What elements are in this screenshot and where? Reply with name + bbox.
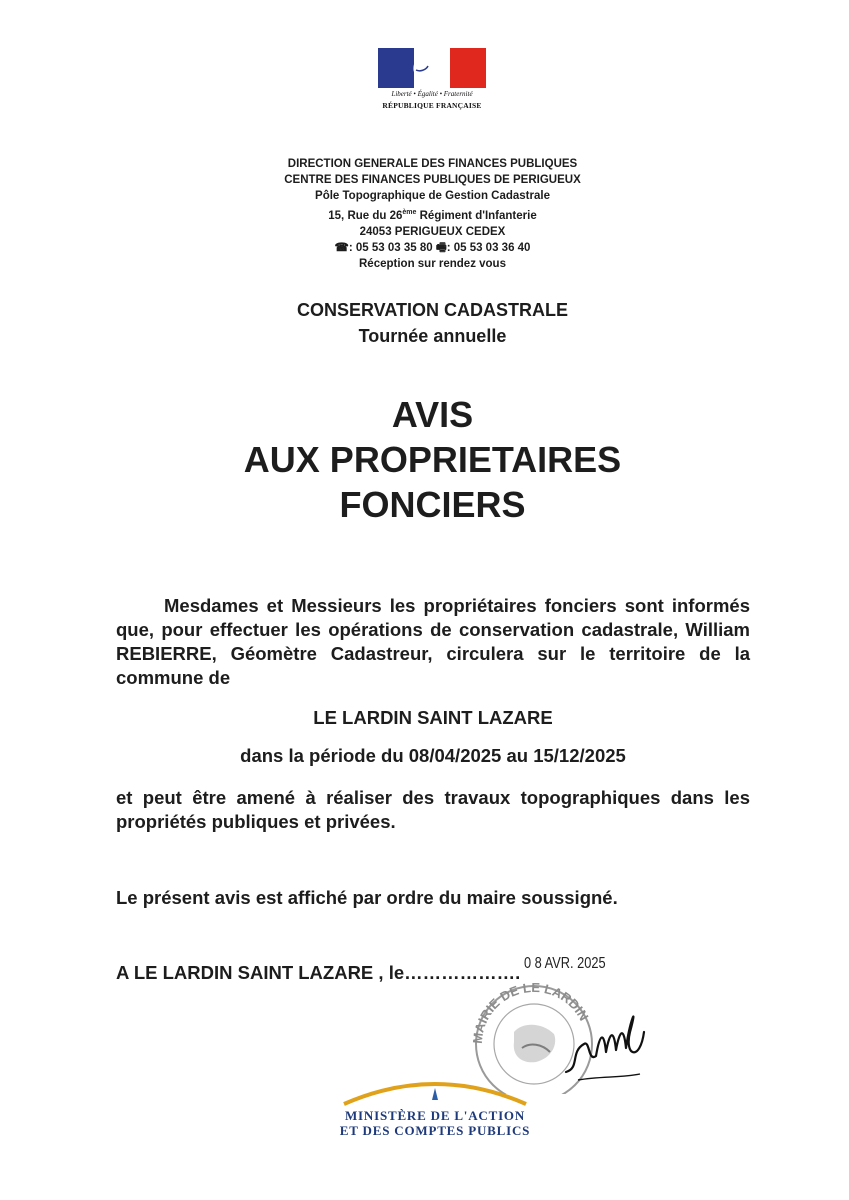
- ministry-arc-icon: [340, 1070, 530, 1106]
- commune-name: LE LARDIN SAINT LAZARE: [313, 707, 553, 728]
- section-subtitle: Tournée annuelle: [358, 326, 507, 346]
- notice-title-line2: AUX PROPRIETAIRES: [243, 439, 622, 480]
- administration-header: [180, 156, 685, 272]
- place-date-line: A LE LARDIN SAINT LAZARE , le……………….: [116, 962, 521, 983]
- mayor-signature-icon: [560, 992, 650, 1092]
- marianne-flag-icon: [378, 48, 486, 88]
- notice-title-line3: FONCIERS: [339, 484, 526, 525]
- period-line: dans la période du 08/04/2025 au 15/12/2025: [240, 745, 626, 766]
- republic-motto: Liberté • Égalité • Fraternité: [391, 90, 473, 98]
- ministry-name: [300, 1108, 570, 1138]
- date-stamp: 0 8 AVR. 2025: [524, 955, 606, 972]
- works-paragraph: et peut être amené à réaliser des travaux topographiques dans les propriétés publiques et privées.: [116, 787, 750, 832]
- header-reception: Réception sur rendez vous: [359, 258, 506, 271]
- posted-notice: Le présent avis est affiché par ordre du maire soussigné.: [116, 887, 618, 908]
- header-center: CENTRE DES FINANCES PUBLIQUES DE PERIGUEUX: [284, 174, 581, 187]
- intro-paragraph: Mesdames et Messieurs les propriétaires fonciers sont informés que, pour effectuer les opérations de conservation cadastrale, William REBIERRE, Géomètre Cadastreur, circulera sur le territoire de la commune de: [116, 595, 750, 688]
- header-postal: 24053 PERIGUEUX CEDEX: [359, 225, 506, 238]
- header-contact: [180, 240, 685, 256]
- header-department: Pôle Topographique de Gestion Cadastrale: [315, 190, 550, 203]
- ministry-logo: [300, 1062, 570, 1152]
- republic-name: RÉPUBLIQUE FRANÇAISE: [382, 101, 482, 110]
- notice-title-line1: AVIS: [391, 394, 474, 435]
- phone-icon: ☎: [334, 241, 349, 254]
- ministry-line1: MINISTÈRE DE L'ACTION: [344, 1108, 526, 1123]
- republique-francaise-logo: [378, 48, 486, 118]
- header-phone: : 05 53 03 35 80: [348, 241, 433, 254]
- notice-title: [120, 392, 745, 527]
- header-fax: : 05 53 03 36 40: [446, 241, 531, 254]
- section-title: CONSERVATION CADASTRALE: [296, 300, 568, 320]
- ministry-line2: ET DES COMPTES PUBLICS: [339, 1123, 531, 1138]
- seal-text: MAIRIE DE LE LARDIN: [470, 982, 592, 1045]
- header-address: 15, Rue du 26ème Régiment d'Infanterie: [328, 208, 537, 222]
- fax-icon: 🖷: [435, 241, 447, 254]
- header-directorate: DIRECTION GENERALE DES FINANCES PUBLIQUES: [287, 158, 578, 170]
